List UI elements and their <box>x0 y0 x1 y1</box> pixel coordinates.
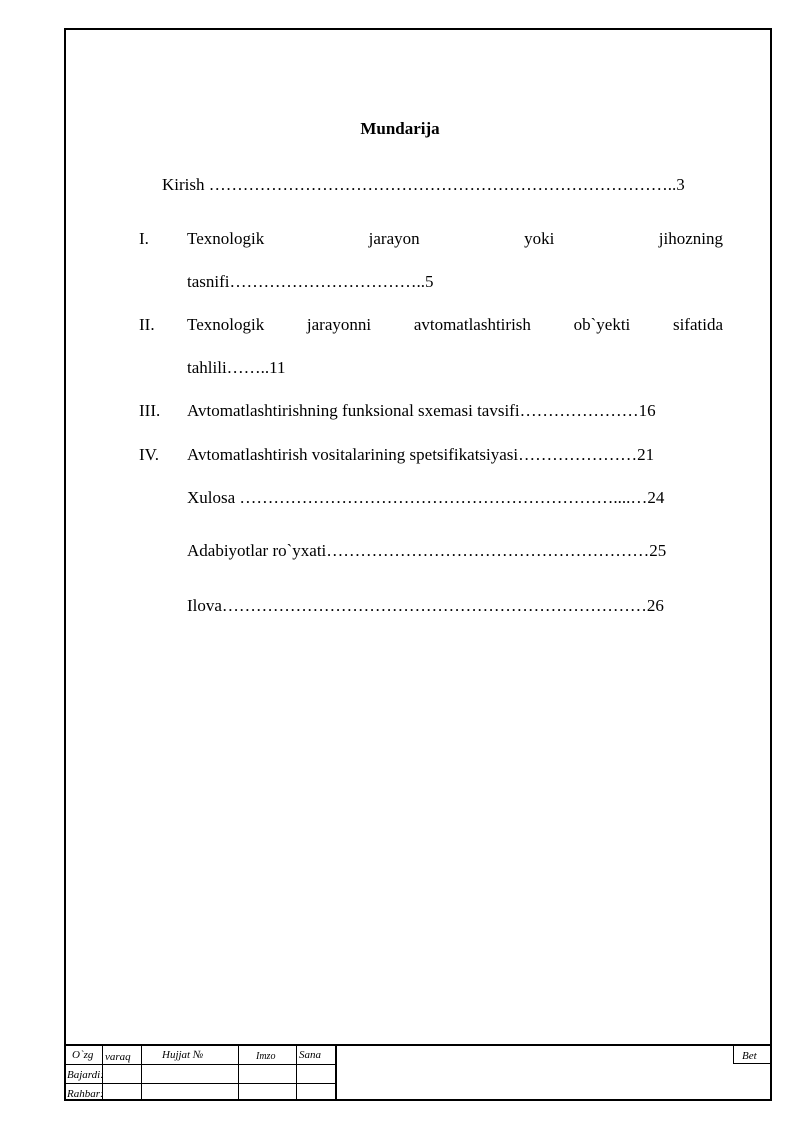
toc-entry-ilova: Ilova…………………………………………………………………26 <box>187 596 664 615</box>
stamp-divider <box>141 1044 142 1101</box>
stamp-divider <box>733 1044 734 1063</box>
stamp-divider <box>296 1044 297 1101</box>
toc-entry-kirish: Kirish ………………………………………………………………………..3 <box>162 175 685 194</box>
toc-entry-line: Texnologik jarayonni avtomatlashtirish ob`yekti sifatida <box>187 315 724 334</box>
stamp-divider <box>335 1044 337 1101</box>
stamp-label-imzo: Imzo <box>256 1051 276 1062</box>
stamp-label-varaq: varaq <box>105 1051 131 1063</box>
toc-entry-number: II. <box>139 315 155 334</box>
toc-entry-line: Avtomatlashtirishning funksional sxemasi tavsifi…………………16 <box>187 401 656 420</box>
toc-entry-line: tasnifi……………………………..5 <box>187 272 434 291</box>
stamp-label-hujjat: Hujjat № <box>162 1049 204 1061</box>
stamp-divider <box>238 1044 239 1101</box>
stamp-row-line <box>733 1063 772 1064</box>
stamp-row-line <box>64 1064 335 1065</box>
stamp-label-sana: Sana <box>299 1049 321 1061</box>
stamp-row-line <box>64 1083 335 1084</box>
toc-entry-line: Avtomatlashtirish vositalarining spetsifikatsiyasi…………………21 <box>187 445 655 464</box>
toc-entry-number: III. <box>139 401 161 420</box>
toc-entry-line: Texnologik jarayon yoki jihozning <box>187 229 723 248</box>
stamp-label-bet: Bet <box>742 1050 757 1062</box>
toc-entry-adabiyotlar: Adabiyotlar ro`yxati…………………………………………………25 <box>187 541 667 560</box>
stamp-label-bajardi: Bajardi: <box>67 1069 104 1081</box>
toc-entry-number: IV. <box>139 445 159 464</box>
toc-title: Mundarija <box>360 119 440 138</box>
toc-entry-line: tahlili……..11 <box>187 358 286 377</box>
stamp-label-rahbar: Rahbar: <box>67 1088 104 1100</box>
toc-entry-xulosa: Xulosa …………………………………………………………....…24 <box>187 488 665 507</box>
stamp-label-ozg: O`zg <box>72 1049 94 1061</box>
toc-entry-number: I. <box>139 229 149 248</box>
